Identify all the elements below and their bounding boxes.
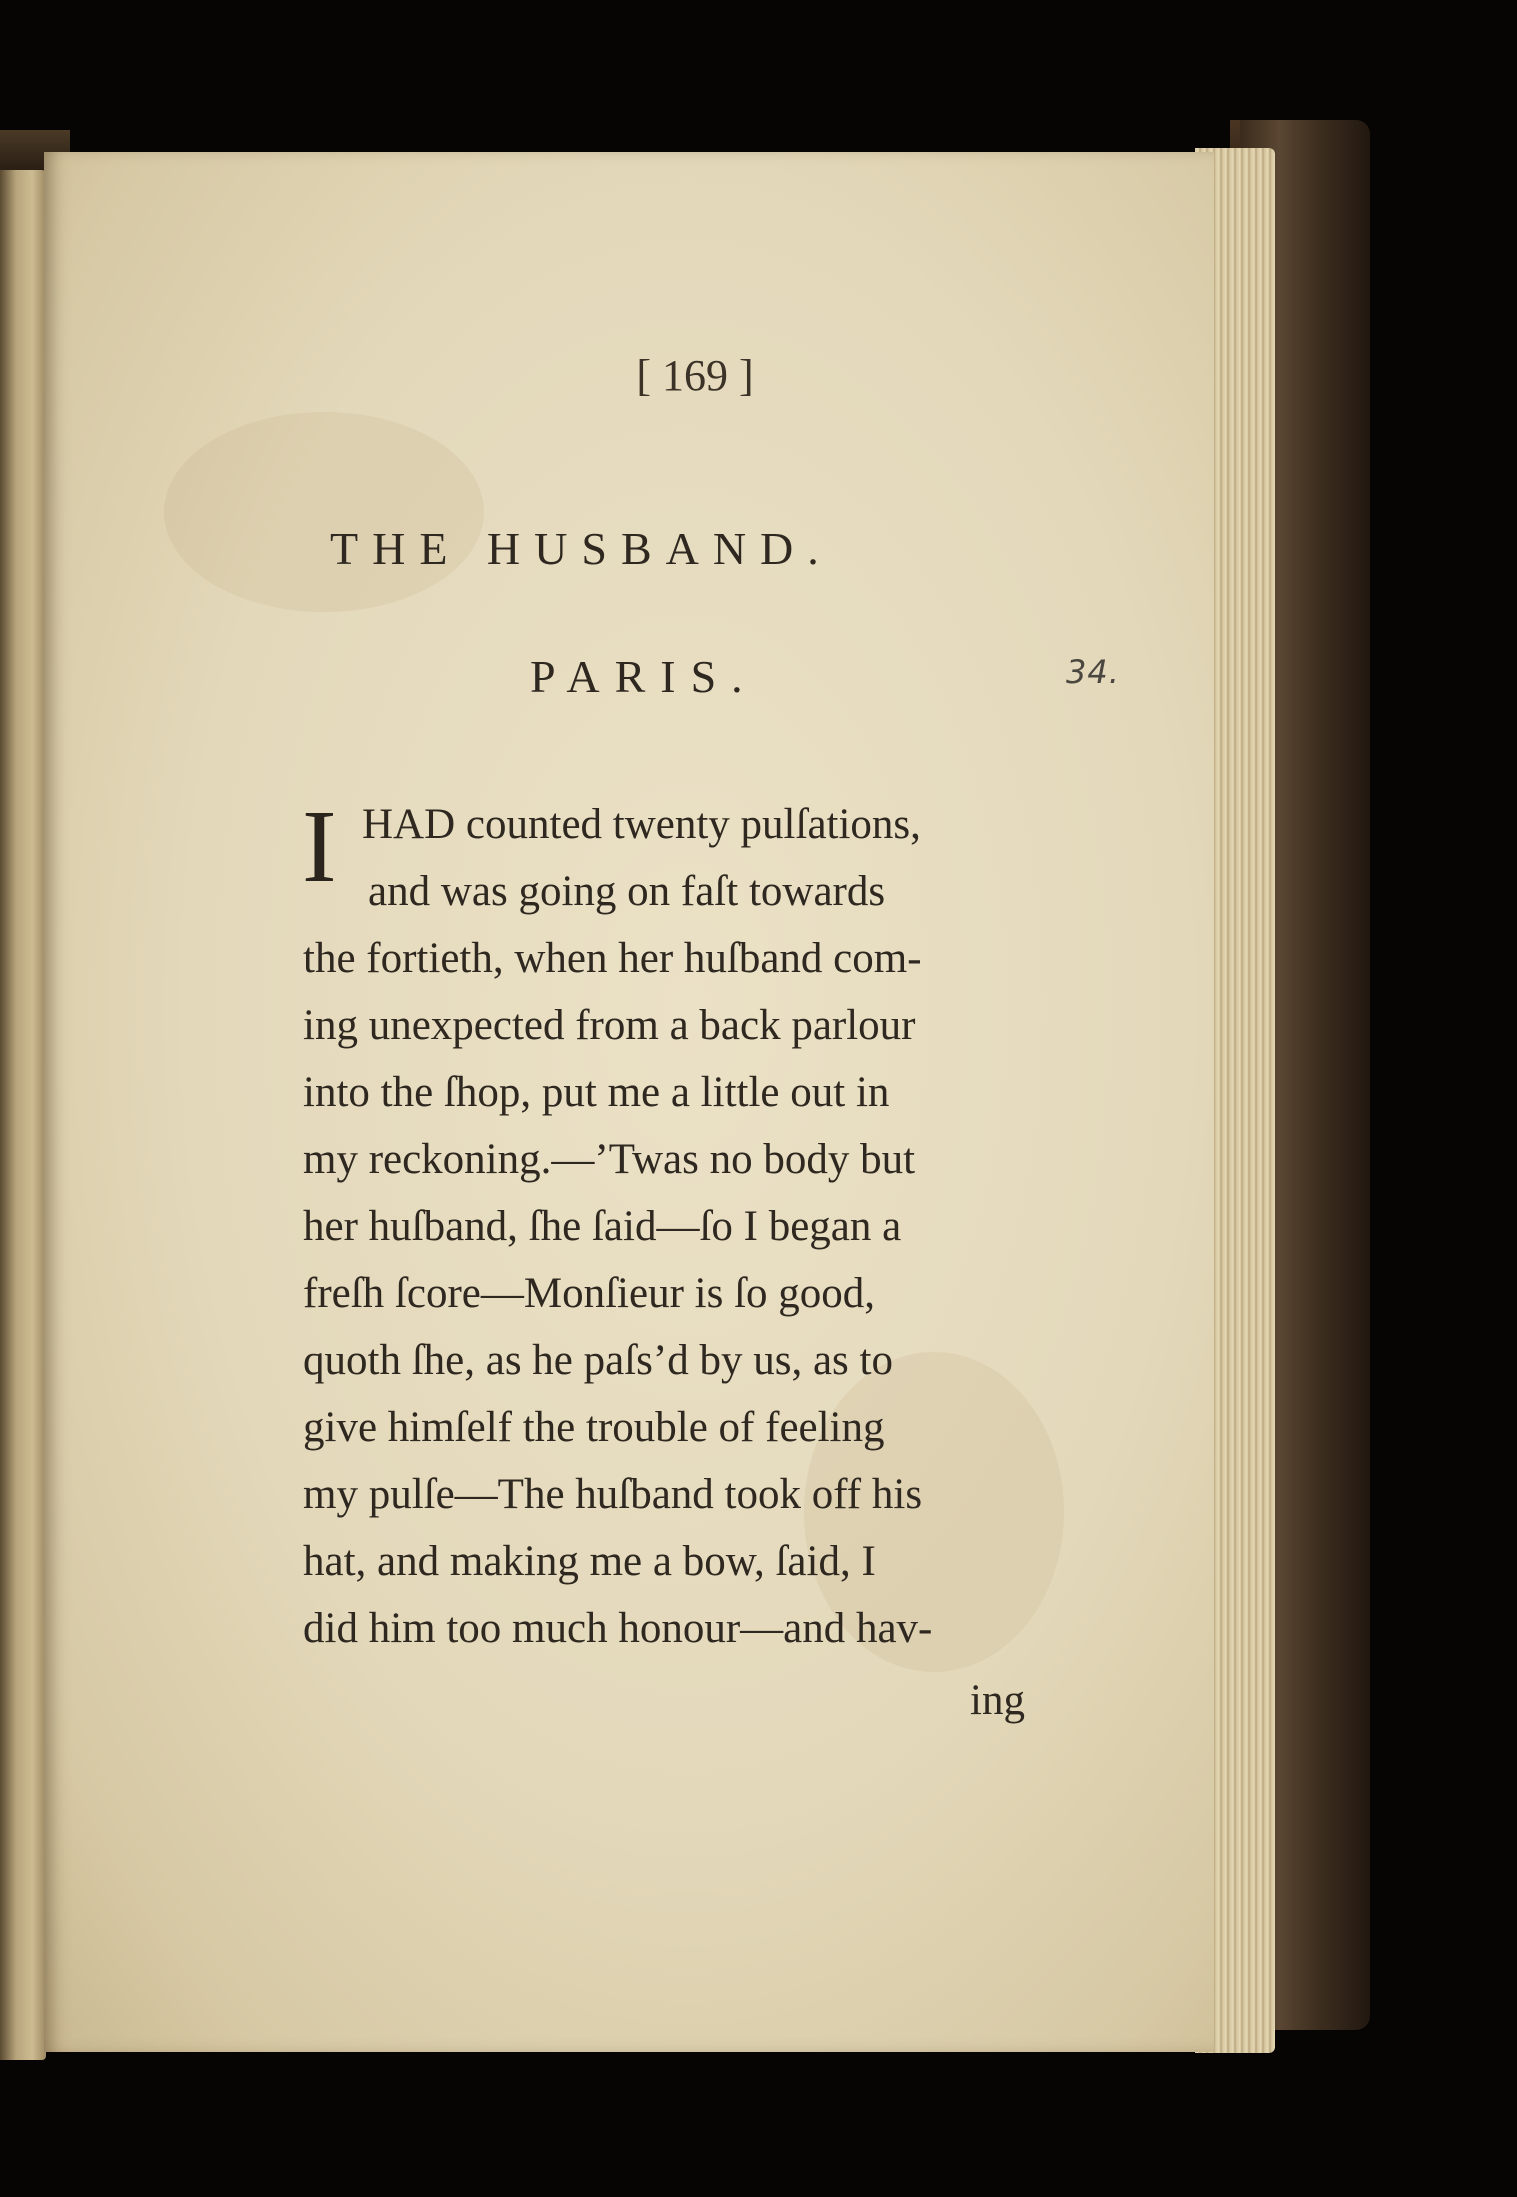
text-line: quoth ſhe, as he paſs’d by us, as to xyxy=(303,1337,893,1384)
text-line: give himſelf the trouble of feeling xyxy=(303,1404,885,1451)
text-line: did him too much honour—and hav- xyxy=(303,1605,933,1652)
text-line: HAD counted twenty pulſations, xyxy=(362,801,921,848)
chapter-title: THE HUSBAND. xyxy=(330,523,833,574)
paper-stain xyxy=(164,412,484,612)
text-line: and was going on faſt towards xyxy=(368,868,886,915)
text-line: into the ſhop, put me a little out in xyxy=(303,1069,890,1116)
text-line: my pulſe—The huſband took off his xyxy=(303,1471,923,1518)
drop-cap: I xyxy=(302,789,337,904)
chapter-subtitle: PARIS. xyxy=(530,651,758,702)
text-line: her huſband, ſhe ſaid—ſo I began a xyxy=(303,1203,902,1250)
page-number: [ 169 ] xyxy=(636,351,754,400)
catchword: ing xyxy=(970,1677,1025,1724)
left-page-edge xyxy=(0,170,46,2060)
text-line: the fortieth, when her huſband com- xyxy=(303,935,922,982)
text-line: freſh ſcore—Monſieur is ſo good, xyxy=(303,1270,876,1317)
text-line: ing unexpected from a back parlour xyxy=(303,1002,916,1049)
text-line: hat, and making me a bow, ſaid, I xyxy=(303,1538,876,1585)
handwritten-margin-note: 34. xyxy=(1066,653,1120,691)
text-line: my reckoning.—’Twas no body but xyxy=(303,1136,916,1183)
